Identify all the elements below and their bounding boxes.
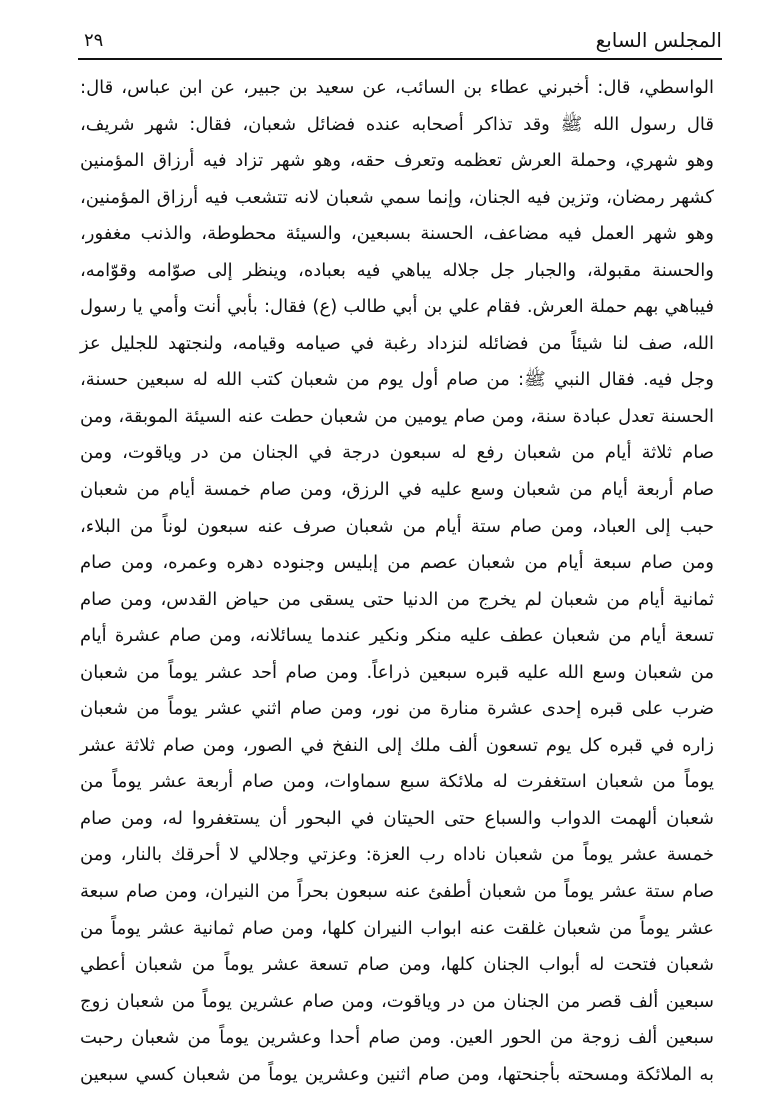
text-line: الواسطي، قال: أخبرني عطاء بن السائب، عن سعيد بن جبير، عن ابن عباس، قال: [80, 77, 714, 98]
text-line: سبعين ألف قصر من الجنان من در وياقوت، ومن صام عشرين يوماً من شعبان زوج [80, 990, 714, 1012]
text-line: وجل فيه. فقال النبي ﷺ: من صام أول يوم من شعبان كتب الله له سبعين حسنة، [80, 369, 714, 391]
text-line: ضرب على قبره إحدى عشرة منارة من نور، ومن صام اثني عشر يوماً من شعبان [80, 698, 714, 720]
text-line: الحسنة تعدل عبادة سنة، ومن صام يومين من شعبان حطت عنه السيئة الموبقة، ومن [80, 405, 714, 427]
text-line: فيباهي بهم حملة العرش. فقام علي بن أبي طالب (ع) فقال: بأبي أنت وأمي يا رسول [80, 296, 714, 318]
text-line: قال رسول الله ﷺ وقد تذاكر أصحابه عنده فضائل شعبان، فقال: شهر شريف، [80, 113, 714, 135]
text-line: من شعبان وسع الله عليه قبره سبعين ذراعاً. ومن صام أحد عشر يوماً من شعبان [80, 661, 714, 683]
text-line: صام ستة عشر يوماً من شعبان أطفئ عنه سبعون بحراً من النيران، ومن صام سبعة [80, 881, 714, 903]
text-line: وهو شهر العمل فيه مضاعف، الحسنة بسبعين، والسيئة محطوطة، والذنب مغفور، [80, 223, 714, 245]
text-line: يوماً من شعبان استغفرت له ملائكة سبع سماوات، ومن صام أربعة عشر يوماً من [80, 771, 714, 793]
text-line: صام ثلاثة أيام من شعبان رفع له سبعون درجة في الجنان من در وياقوت، ومن [80, 442, 714, 464]
text-line: ومن صام سبعة أيام من شعبان عصم من إبليس وجنوده دهره وعمره، ومن صام [80, 552, 714, 574]
text-line: وهو شهري، وحملة العرش تعظمه وتعرف حقه، وهو شهر تزاد فيه أرزاق المؤمنين [80, 150, 714, 172]
text-line: والحسنة مقبولة، والجبار جل جلاله يباهي فيه بعباده، وينظر إلى صوّامه وقوّامه، [80, 259, 714, 281]
text-line: خمسة عشر يوماً من شعبان ناداه رب العزة: وعزتي وجلالي لا أحرقك بالنار، ومن [80, 844, 714, 866]
text-line: كشهر رمضان، وتزين فيه الجنان، وإنما سمي شعبان لانه تتشعب فيه أرزاق المؤمنين، [80, 186, 714, 208]
text-line: تسعة أيام من شعبان عطف عليه منكر ونكير عندما يسائلانه، ومن صام عشرة أيام [80, 625, 714, 647]
text-line: شعبان فتحت له أبواب الجنان كلها، ومن صام تسعة عشر يوماً من شعبان أعطي [80, 954, 714, 976]
text-line: صام أربعة أيام من شعبان وسع عليه في الرزق، ومن صام خمسة أيام من شعبان [80, 479, 714, 501]
running-header [78, 24, 722, 60]
body-text [80, 70, 714, 1093]
text-line: سبعين ألف زوجة من الحور العين. ومن صام أحدا وعشرين يوماً من شعبان رحبت [80, 1027, 714, 1049]
text-line: ثمانية أيام من شعبان لم يخرج من الدنيا حتى يسقى من حياض القدس، ومن صام [80, 588, 714, 610]
text-line: شعبان ألهمت الدواب والسباع حتى الحيتان في البحور أن يستغفروا له، ومن صام [80, 807, 714, 829]
page-number: ٢٩ [84, 30, 104, 51]
text-line: الله، صف لنا شيئاً من فضائله لنزداد رغبة في صيامه وقيامه، ولنجتهد للجليل عز [80, 332, 714, 354]
text-line: به الملائكة ومسحته بأجنحتها، ومن صام اثنين وعشرين يوماً من شعبان كسي سبعين [80, 1063, 714, 1085]
chapter-title: المجلس السابع [595, 28, 722, 52]
text-line: زاره في قبره كل يوم تسعون ألف ملك إلى النفخ في الصور، ومن صام ثلاثة عشر [80, 734, 714, 756]
text-line: حبب إلى العباد، ومن صام ستة أيام من شعبان صرف عنه سبعون لوناً من البلاء، [80, 515, 714, 537]
text-line: عشر يوماً من شعبان غلقت عنه ابواب النيران كلها، ومن صام ثمانية عشر يوماً من [80, 917, 714, 939]
